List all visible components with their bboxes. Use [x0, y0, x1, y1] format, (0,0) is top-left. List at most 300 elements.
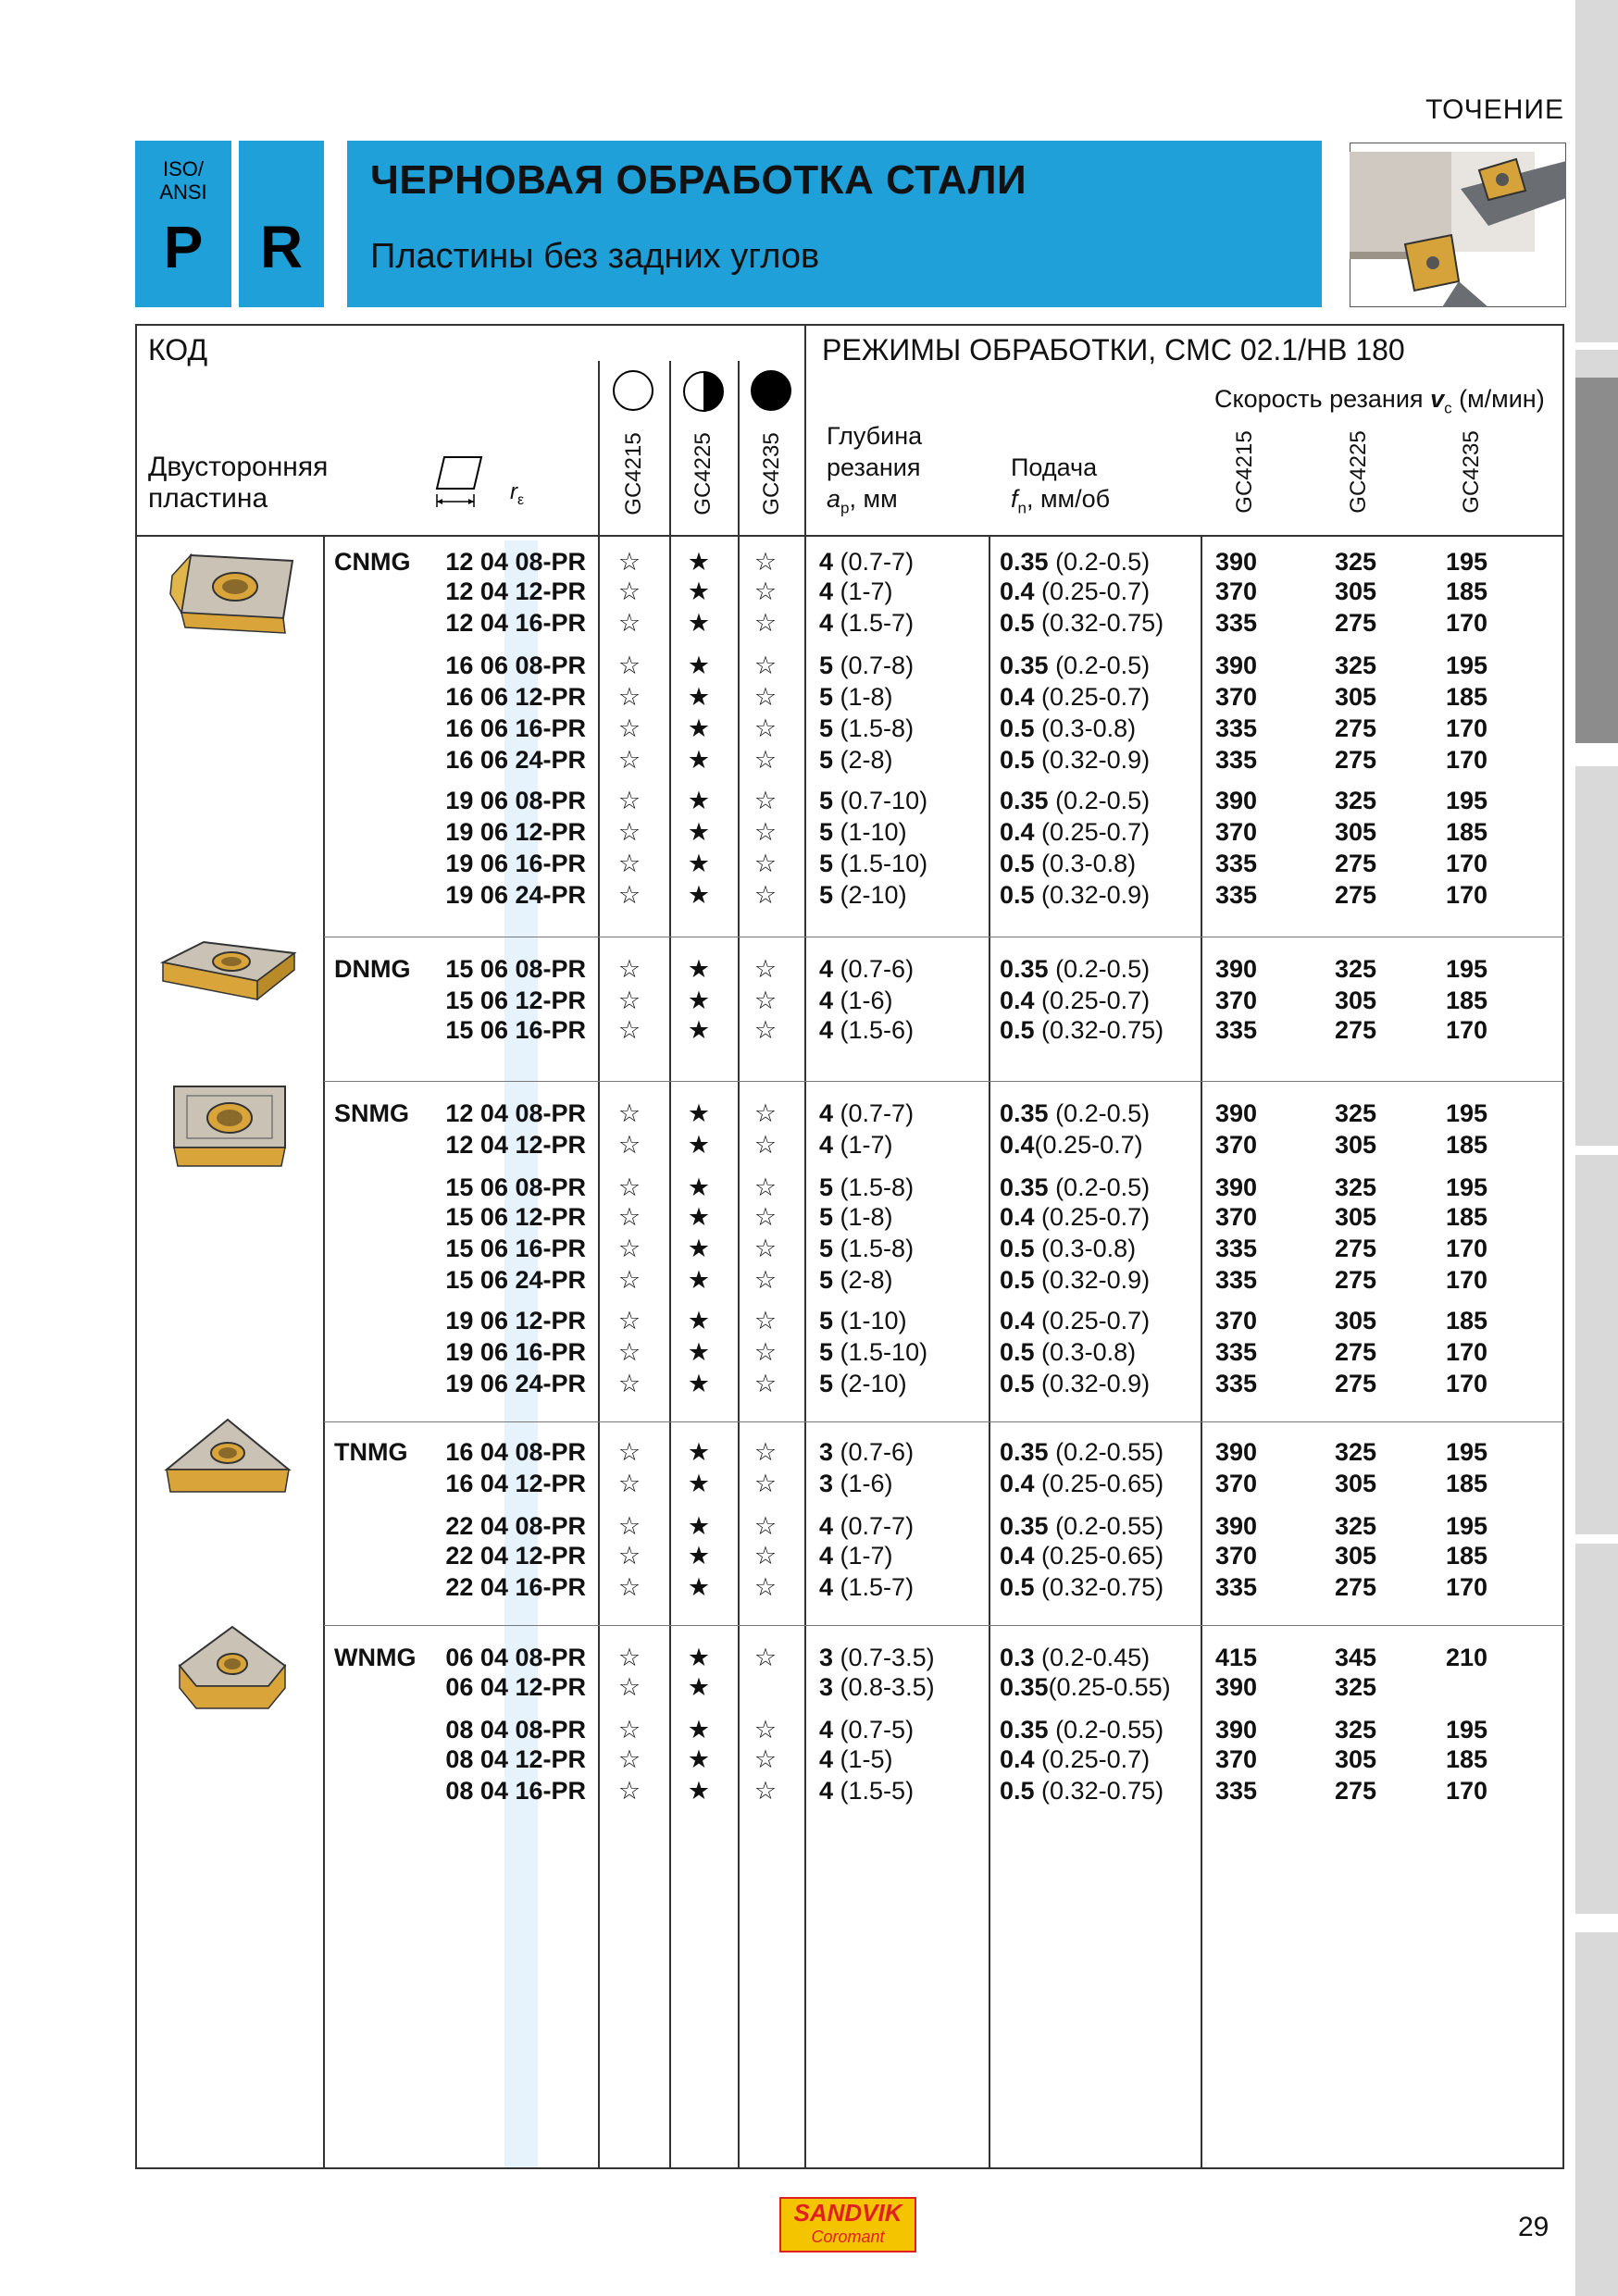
cutting-conditions-header: РЕЖИМЫ ОБРАБОТКИ, CMC 02.1/HB 180 — [822, 333, 1405, 366]
speed-gc4215: 335 — [1215, 881, 1258, 909]
table-row — [0, 1775, 1618, 1806]
grade-gc4225-rating: ★ — [687, 1438, 711, 1466]
speed-gc4235: 170 — [1446, 609, 1488, 637]
grade-gc4215-rating: ☆ — [617, 548, 641, 576]
speed-gc4215: 370 — [1215, 1203, 1258, 1231]
speed-gc4225: 275 — [1335, 881, 1377, 909]
insert-code: 19 06 12-PR — [445, 1307, 586, 1334]
insert-code: 12 04 12-PR — [445, 1131, 586, 1159]
table-row — [0, 1305, 1618, 1336]
depth-of-cut: 5 (0.7-10) — [819, 787, 928, 814]
feed-rate: 0.4 (0.25-0.7) — [1000, 1307, 1151, 1334]
insert-code: 16 06 16-PR — [445, 714, 586, 742]
header-divider — [135, 535, 1564, 537]
table-row — [0, 985, 1618, 1016]
speed-gc4235: 170 — [1446, 1338, 1488, 1366]
speed-gc4235: 185 — [1446, 683, 1488, 711]
speed-gc4235: 185 — [1446, 1203, 1488, 1231]
speed-gc4235: 185 — [1446, 1542, 1488, 1570]
grade-gc4225-rating: ★ — [687, 1235, 711, 1262]
feed-rate: 0.5 (0.3-0.8) — [1000, 1338, 1137, 1366]
depth-of-cut: 4 (0.7-7) — [819, 1512, 915, 1540]
grade-gc4235-rating: ☆ — [753, 1016, 778, 1044]
grade-gc4225-rating: ★ — [687, 1016, 711, 1044]
feed-rate: 0.35 (0.2-0.5) — [1000, 1099, 1151, 1127]
table-row — [0, 1129, 1618, 1160]
speed-gc4225: 305 — [1335, 818, 1377, 846]
speed-gc4215: 390 — [1215, 1099, 1258, 1127]
grade-gc4215-rating: ☆ — [617, 1745, 641, 1773]
grade-gc4235-rating: ☆ — [753, 1573, 778, 1601]
grade-gc4215-rating: ☆ — [617, 1235, 641, 1262]
insert-code: 08 04 08-PR — [445, 1716, 586, 1744]
grade-gc4235-rating: ☆ — [753, 1438, 778, 1466]
feed-rate: 0.5 (0.32-0.75) — [1000, 1777, 1164, 1805]
side-tab — [1575, 0, 1618, 342]
speed-gc4235: 195 — [1446, 955, 1488, 983]
grade-gc4235-rating: ☆ — [753, 1131, 778, 1159]
speed-gc4225: 275 — [1335, 850, 1377, 877]
insert-code: 15 06 08-PR — [445, 1173, 586, 1201]
grade-gc4225-rating: ★ — [687, 1673, 711, 1701]
speed-gc4235: 195 — [1446, 1438, 1488, 1466]
group-divider — [324, 1081, 1564, 1082]
grade-gc4235-rating: ☆ — [753, 1235, 778, 1262]
insert-code: 19 06 16-PR — [445, 850, 586, 877]
depth-of-cut: 3 (0.7-6) — [819, 1438, 915, 1466]
speed-gc4235: 170 — [1446, 1235, 1488, 1262]
speed-gc4225: 275 — [1335, 1777, 1377, 1805]
grade-gc4225-rating: ★ — [687, 881, 711, 909]
speed-gc4225: 325 — [1335, 1438, 1377, 1466]
speed-gc4235: 170 — [1446, 881, 1488, 909]
feed-rate: 0.35 (0.2-0.5) — [1000, 1173, 1151, 1201]
table-row — [0, 785, 1618, 816]
table-row — [0, 1172, 1618, 1203]
speed-gc4215: 335 — [1215, 1016, 1258, 1044]
speed-gc4215: 335 — [1215, 609, 1258, 637]
table-row — [0, 1264, 1618, 1296]
speed-gc4225: 305 — [1335, 1470, 1377, 1497]
table-row — [0, 1540, 1618, 1571]
insert-code: 16 04 08-PR — [445, 1438, 586, 1466]
speed-gc4235: 170 — [1446, 714, 1488, 742]
speed-gc4235: 185 — [1446, 1131, 1488, 1159]
table-row — [0, 744, 1618, 776]
speed-grade-gc4215: GC4215 — [1232, 430, 1257, 514]
speed-gc4225: 305 — [1335, 577, 1377, 605]
insert-code: 12 04 08-PR — [445, 1099, 586, 1127]
grade-gc4235-rating: ☆ — [753, 714, 778, 742]
speed-gc4225: 325 — [1335, 1099, 1377, 1127]
speed-gc4225: 305 — [1335, 1745, 1377, 1773]
insert-type-label: Двусторонняя пластина — [148, 452, 329, 514]
grade-gc4225-rating: ★ — [687, 609, 711, 637]
table-row — [0, 1744, 1618, 1775]
speed-gc4235: 195 — [1446, 548, 1488, 576]
section-label: ТОЧЕНИЕ — [1425, 94, 1564, 125]
grade-gc4215-rating: ☆ — [617, 1338, 641, 1366]
grade-gc4225-rating: ★ — [687, 1542, 711, 1570]
feed-rate: 0.5 (0.32-0.75) — [1000, 1573, 1164, 1601]
depth-of-cut-label: Глубина резания $a_p$, мм — [827, 422, 923, 517]
insert-code: 16 06 08-PR — [445, 652, 586, 679]
feed-rate: 0.4 (0.25-0.7) — [1000, 683, 1151, 711]
depth-of-cut: 4 (1-7) — [819, 577, 893, 605]
feed-rate: 0.4(0.25-0.7) — [1000, 1131, 1143, 1159]
speed-grade-gc4235: GC4235 — [1459, 430, 1484, 514]
grade-gc4215-rating: ☆ — [617, 1573, 641, 1601]
speed-gc4215: 335 — [1215, 1777, 1258, 1805]
feed-label: Подача $f_n$, мм/об — [1011, 453, 1111, 517]
group-divider — [324, 1625, 1564, 1626]
speed-gc4215: 335 — [1215, 1573, 1258, 1601]
speed-gc4225: 305 — [1335, 987, 1377, 1014]
feed-rate: 0.35 (0.2-0.5) — [1000, 787, 1151, 814]
speed-gc4235: 170 — [1446, 746, 1488, 774]
grade-gc4215-rating: ☆ — [617, 955, 641, 983]
feed-rate: 0.4 (0.25-0.65) — [1000, 1542, 1164, 1570]
grade-gc4215-rating: ☆ — [617, 1099, 641, 1127]
family-code: WNMG — [334, 1644, 417, 1671]
grade-gc4215-rating: ☆ — [617, 850, 641, 877]
grade-gc4225-rating: ★ — [687, 1338, 711, 1366]
grade-gc4225-rating: ★ — [687, 955, 711, 983]
insert-code: 16 04 12-PR — [445, 1470, 586, 1497]
family-code: DNMG — [334, 955, 411, 983]
speed-gc4225: 275 — [1335, 1266, 1377, 1294]
feed-rate: 0.35 (0.2-0.55) — [1000, 1716, 1164, 1744]
grade-gc4235-rating: ☆ — [753, 1470, 778, 1497]
grade-gc4215-rating: ☆ — [617, 683, 641, 711]
table-row — [0, 848, 1618, 879]
grade-gc4215-rating: ☆ — [617, 1131, 641, 1159]
speed-gc4235: 185 — [1446, 1470, 1488, 1497]
grade-gc4215-rating: ☆ — [617, 577, 641, 605]
grade-gc4235-rating: ☆ — [753, 609, 778, 637]
grade-gc4225-rating: ★ — [687, 850, 711, 877]
grade-gc4215-rating: ☆ — [617, 1542, 641, 1570]
grade-gc4225-rating: ★ — [687, 577, 711, 605]
grade-gc4225-rating: ★ — [687, 1777, 711, 1805]
insert-code: 15 06 16-PR — [445, 1016, 586, 1044]
depth-of-cut: 5 (2-8) — [819, 746, 893, 774]
speed-gc4225: 325 — [1335, 955, 1377, 983]
insert-code: 12 04 16-PR — [445, 609, 586, 637]
speed-gc4225: 305 — [1335, 1307, 1377, 1334]
speed-gc4235: 185 — [1446, 1307, 1488, 1334]
depth-of-cut: 5 (0.7-8) — [819, 652, 915, 679]
depth-of-cut: 4 (1.5-7) — [819, 1573, 915, 1601]
depth-of-cut: 5 (1.5-8) — [819, 1173, 915, 1201]
table-row — [0, 1233, 1618, 1264]
feed-rate: 0.3 (0.2-0.45) — [1000, 1644, 1151, 1671]
insert-code: 08 04 12-PR — [445, 1745, 586, 1773]
speed-grade-gc4225: GC4225 — [1346, 430, 1371, 514]
grade-gc4235-rating: ☆ — [753, 787, 778, 814]
depth-of-cut: 5 (2-10) — [819, 881, 907, 909]
speed-gc4215: 370 — [1215, 577, 1258, 605]
table-row — [0, 1571, 1618, 1603]
feed-rate: 0.4 (0.25-0.65) — [1000, 1470, 1164, 1497]
insert-code: 19 06 08-PR — [445, 787, 586, 814]
grade-gc4215-rating: ☆ — [617, 1016, 641, 1044]
table-row — [0, 1201, 1618, 1233]
depth-of-cut: 4 (0.7-7) — [819, 1099, 915, 1127]
grade-gc4215-rating: ☆ — [617, 1644, 641, 1671]
grade-gc4225-rating: ★ — [687, 652, 711, 679]
speed-gc4225: 305 — [1335, 1131, 1377, 1159]
insert-code: 19 06 24-PR — [445, 881, 586, 909]
cutting-speed-label: Скорость резания $v_c$ (м/мин) — [1214, 385, 1545, 417]
speed-gc4215: 370 — [1215, 1745, 1258, 1773]
grade-gc4235-filled-circle-icon — [751, 370, 791, 411]
grade-gc4225-rating: ★ — [687, 1307, 711, 1334]
speed-gc4225: 275 — [1335, 1016, 1377, 1044]
page-title: ЧЕРНОВАЯ ОБРАБОТКА СТАЛИ — [370, 157, 1027, 203]
depth-of-cut: 5 (1-8) — [819, 1203, 893, 1231]
speed-gc4215: 370 — [1215, 1131, 1258, 1159]
insert-shape-icon — [433, 452, 489, 513]
grade-gc4235-rating: ☆ — [753, 1338, 778, 1366]
feed-rate: 0.5 (0.32-0.75) — [1000, 1016, 1164, 1044]
table-row — [0, 713, 1618, 744]
grade-gc4235-rating: ☆ — [753, 881, 778, 909]
feed-rate: 0.4 (0.25-0.7) — [1000, 577, 1151, 605]
speed-gc4225: 325 — [1335, 1673, 1377, 1701]
grade-label-gc4225: GC4225 — [691, 432, 716, 515]
grade-gc4235-rating: ☆ — [753, 1203, 778, 1231]
grade-gc4215-rating: ☆ — [617, 1173, 641, 1201]
grade-gc4215-rating: ☆ — [617, 881, 641, 909]
iso-ansi-label: ISO/ ANSI — [159, 157, 207, 204]
speed-gc4215: 335 — [1215, 1235, 1258, 1262]
depth-of-cut: 4 (0.7-7) — [819, 548, 915, 576]
grade-label-gc4215: GC4215 — [621, 432, 646, 515]
speed-gc4225: 325 — [1335, 787, 1377, 814]
grade-gc4235-rating: ☆ — [753, 683, 778, 711]
grade-gc4225-rating: ★ — [687, 1370, 711, 1397]
feed-rate: 0.35 (0.2-0.55) — [1000, 1438, 1164, 1466]
table-row — [0, 1368, 1618, 1399]
grade-gc4215-rating: ☆ — [617, 609, 641, 637]
grade-gc4225-half-circle-icon — [682, 370, 725, 413]
grade-gc4225-rating: ★ — [687, 1203, 711, 1231]
grade-gc4235-rating: ☆ — [753, 955, 778, 983]
grade-gc4235-rating: ☆ — [753, 1307, 778, 1334]
table-row — [0, 816, 1618, 848]
speed-gc4215: 370 — [1215, 1307, 1258, 1334]
feed-rate: 0.5 (0.32-0.9) — [1000, 881, 1151, 909]
grade-gc4215-open-circle-icon — [613, 370, 653, 411]
feed-rate: 0.35(0.25-0.55) — [1000, 1673, 1171, 1701]
grade-gc4215-rating: ☆ — [617, 1438, 641, 1466]
speed-gc4215: 335 — [1215, 746, 1258, 774]
r-box — [239, 141, 324, 307]
speed-gc4235: 195 — [1446, 1512, 1488, 1540]
corner-radius-label: $r_\varepsilon$ — [510, 479, 525, 508]
table-row — [0, 1714, 1618, 1745]
speed-gc4235: 195 — [1446, 1716, 1488, 1744]
feed-rate: 0.5 (0.32-0.9) — [1000, 1266, 1151, 1294]
insert-code: 22 04 12-PR — [445, 1542, 586, 1570]
depth-of-cut: 4 (1-5) — [819, 1745, 893, 1773]
speed-gc4215: 370 — [1215, 683, 1258, 711]
table-row — [0, 1642, 1618, 1673]
r-letter: R — [259, 214, 304, 280]
speed-gc4225: 275 — [1335, 609, 1377, 637]
speed-gc4225: 305 — [1335, 1542, 1377, 1570]
speed-gc4235: 185 — [1446, 577, 1488, 605]
speed-gc4235: 170 — [1446, 1266, 1488, 1294]
depth-of-cut: 4 (1.5-7) — [819, 609, 915, 637]
depth-of-cut: 5 (2-10) — [819, 1370, 907, 1397]
grade-gc4225-rating: ★ — [687, 1716, 711, 1744]
table-row — [0, 607, 1618, 639]
depth-of-cut: 5 (1-8) — [819, 683, 893, 711]
depth-of-cut: 5 (1.5-10) — [819, 1338, 928, 1366]
depth-of-cut: 5 (1-10) — [819, 818, 907, 846]
grade-gc4215-rating: ☆ — [617, 818, 641, 846]
feed-rate: 0.5 (0.3-0.8) — [1000, 850, 1137, 877]
depth-of-cut: 5 (2-8) — [819, 1266, 893, 1294]
insert-code: 08 04 16-PR — [445, 1777, 586, 1805]
speed-gc4235: 195 — [1446, 652, 1488, 679]
table-row — [0, 1098, 1618, 1129]
feed-rate: 0.35 (0.2-0.5) — [1000, 955, 1151, 983]
grade-gc4225-rating: ★ — [687, 787, 711, 814]
table-row — [0, 879, 1618, 911]
depth-of-cut: 3 (0.8-3.5) — [819, 1673, 935, 1701]
speed-gc4215: 335 — [1215, 1370, 1258, 1397]
feed-rate: 0.5 (0.3-0.8) — [1000, 714, 1137, 742]
depth-of-cut: 3 (1-6) — [819, 1470, 893, 1497]
grade-gc4215-rating: ☆ — [617, 746, 641, 774]
table-row — [0, 953, 1618, 985]
speed-gc4235: 185 — [1446, 818, 1488, 846]
grade-gc4235-rating: ☆ — [753, 1512, 778, 1540]
depth-of-cut: 4 (0.7-6) — [819, 955, 915, 983]
speed-gc4225: 275 — [1335, 746, 1377, 774]
grade-gc4235-rating: ☆ — [753, 1542, 778, 1570]
speed-gc4235: 170 — [1446, 1016, 1488, 1044]
speed-gc4225: 325 — [1335, 652, 1377, 679]
grade-gc4215-rating: ☆ — [617, 987, 641, 1014]
speed-gc4215: 415 — [1215, 1644, 1258, 1671]
grade-gc4215-rating: ☆ — [617, 1777, 641, 1805]
grade-gc4225-rating: ★ — [687, 818, 711, 846]
grade-gc4225-rating: ★ — [687, 683, 711, 711]
speed-gc4215: 335 — [1215, 1266, 1258, 1294]
feed-rate: 0.4 (0.25-0.7) — [1000, 818, 1151, 846]
depth-of-cut: 4 (1-7) — [819, 1542, 893, 1570]
speed-gc4225: 325 — [1335, 1173, 1377, 1201]
grade-gc4235-rating: ☆ — [753, 987, 778, 1014]
speed-gc4215: 335 — [1215, 850, 1258, 877]
feed-rate: 0.5 (0.3-0.8) — [1000, 1235, 1137, 1262]
speed-gc4215: 390 — [1215, 1173, 1258, 1201]
table-row — [0, 1510, 1618, 1542]
grade-gc4215-rating: ☆ — [617, 1266, 641, 1294]
grade-gc4225-rating: ★ — [687, 1173, 711, 1201]
grade-gc4215-rating: ☆ — [617, 1203, 641, 1231]
insert-code: 15 06 12-PR — [445, 987, 586, 1014]
grade-gc4225-rating: ★ — [687, 746, 711, 774]
family-code: CNMG — [334, 548, 411, 576]
grade-label-gc4235: GC4235 — [759, 432, 784, 515]
speed-gc4225: 275 — [1335, 1338, 1377, 1366]
grade-gc4225-rating: ★ — [687, 1131, 711, 1159]
grade-gc4235-rating: ☆ — [753, 1644, 778, 1671]
speed-gc4215: 390 — [1215, 955, 1258, 983]
iso-p-box — [135, 141, 231, 307]
insert-code: 19 06 24-PR — [445, 1370, 586, 1397]
family-code: TNMG — [334, 1438, 408, 1466]
table-row — [0, 650, 1618, 681]
grade-gc4235-rating: ☆ — [753, 818, 778, 846]
grade-gc4215-rating: ☆ — [617, 1307, 641, 1334]
speed-gc4215: 370 — [1215, 818, 1258, 846]
table-row — [0, 546, 1618, 577]
grade-gc4225-rating: ★ — [687, 1644, 711, 1671]
speed-gc4235: 170 — [1446, 1777, 1488, 1805]
page-number: 29 — [1518, 2212, 1550, 2242]
speed-gc4215: 390 — [1215, 548, 1258, 576]
depth-of-cut: 4 (1.5-5) — [819, 1777, 915, 1805]
speed-gc4215: 390 — [1215, 1512, 1258, 1540]
grade-gc4235-rating: ☆ — [753, 1173, 778, 1201]
insert-code: 15 06 16-PR — [445, 1235, 586, 1262]
depth-of-cut: 4 (1.5-6) — [819, 1016, 915, 1044]
speed-gc4215: 335 — [1215, 714, 1258, 742]
grade-gc4235-rating: ☆ — [753, 1266, 778, 1294]
table-row — [0, 576, 1618, 607]
speed-gc4215: 390 — [1215, 787, 1258, 814]
depth-of-cut: 4 (1-6) — [819, 987, 893, 1014]
insert-code: 16 06 12-PR — [445, 683, 586, 711]
speed-gc4235: 170 — [1446, 850, 1488, 877]
grade-gc4235-rating: ☆ — [753, 577, 778, 605]
insert-code: 06 04 12-PR — [445, 1673, 586, 1701]
feed-rate: 0.5 (0.32-0.9) — [1000, 1370, 1151, 1397]
speed-gc4215: 390 — [1215, 1673, 1258, 1701]
speed-gc4215: 370 — [1215, 1470, 1258, 1497]
speed-gc4225: 345 — [1335, 1644, 1377, 1671]
speed-gc4225: 275 — [1335, 1573, 1377, 1601]
table-row — [0, 1336, 1618, 1368]
feed-rate: 0.5 (0.32-0.9) — [1000, 746, 1151, 774]
speed-gc4215: 370 — [1215, 987, 1258, 1014]
table-row — [0, 1436, 1618, 1468]
speed-gc4225: 325 — [1335, 1716, 1377, 1744]
insert-code: 15 06 24-PR — [445, 1266, 586, 1294]
grade-gc4225-rating: ★ — [687, 548, 711, 576]
side-tab — [1575, 1932, 1618, 2296]
speed-gc4225: 325 — [1335, 1512, 1377, 1540]
grade-gc4225-rating: ★ — [687, 987, 711, 1014]
depth-of-cut: 5 (1-10) — [819, 1307, 907, 1334]
speed-gc4225: 305 — [1335, 1203, 1377, 1231]
table-row — [0, 1468, 1618, 1499]
depth-of-cut: 4 (1-7) — [819, 1131, 893, 1159]
page-subtitle: Пластины без задних углов — [370, 237, 820, 276]
depth-of-cut: 5 (1.5-10) — [819, 850, 928, 877]
speed-gc4235: 170 — [1446, 1370, 1488, 1397]
grade-gc4225-rating: ★ — [687, 1099, 711, 1127]
speed-gc4225: 305 — [1335, 683, 1377, 711]
table-row — [0, 1014, 1618, 1046]
feed-rate: 0.5 (0.32-0.75) — [1000, 609, 1164, 637]
